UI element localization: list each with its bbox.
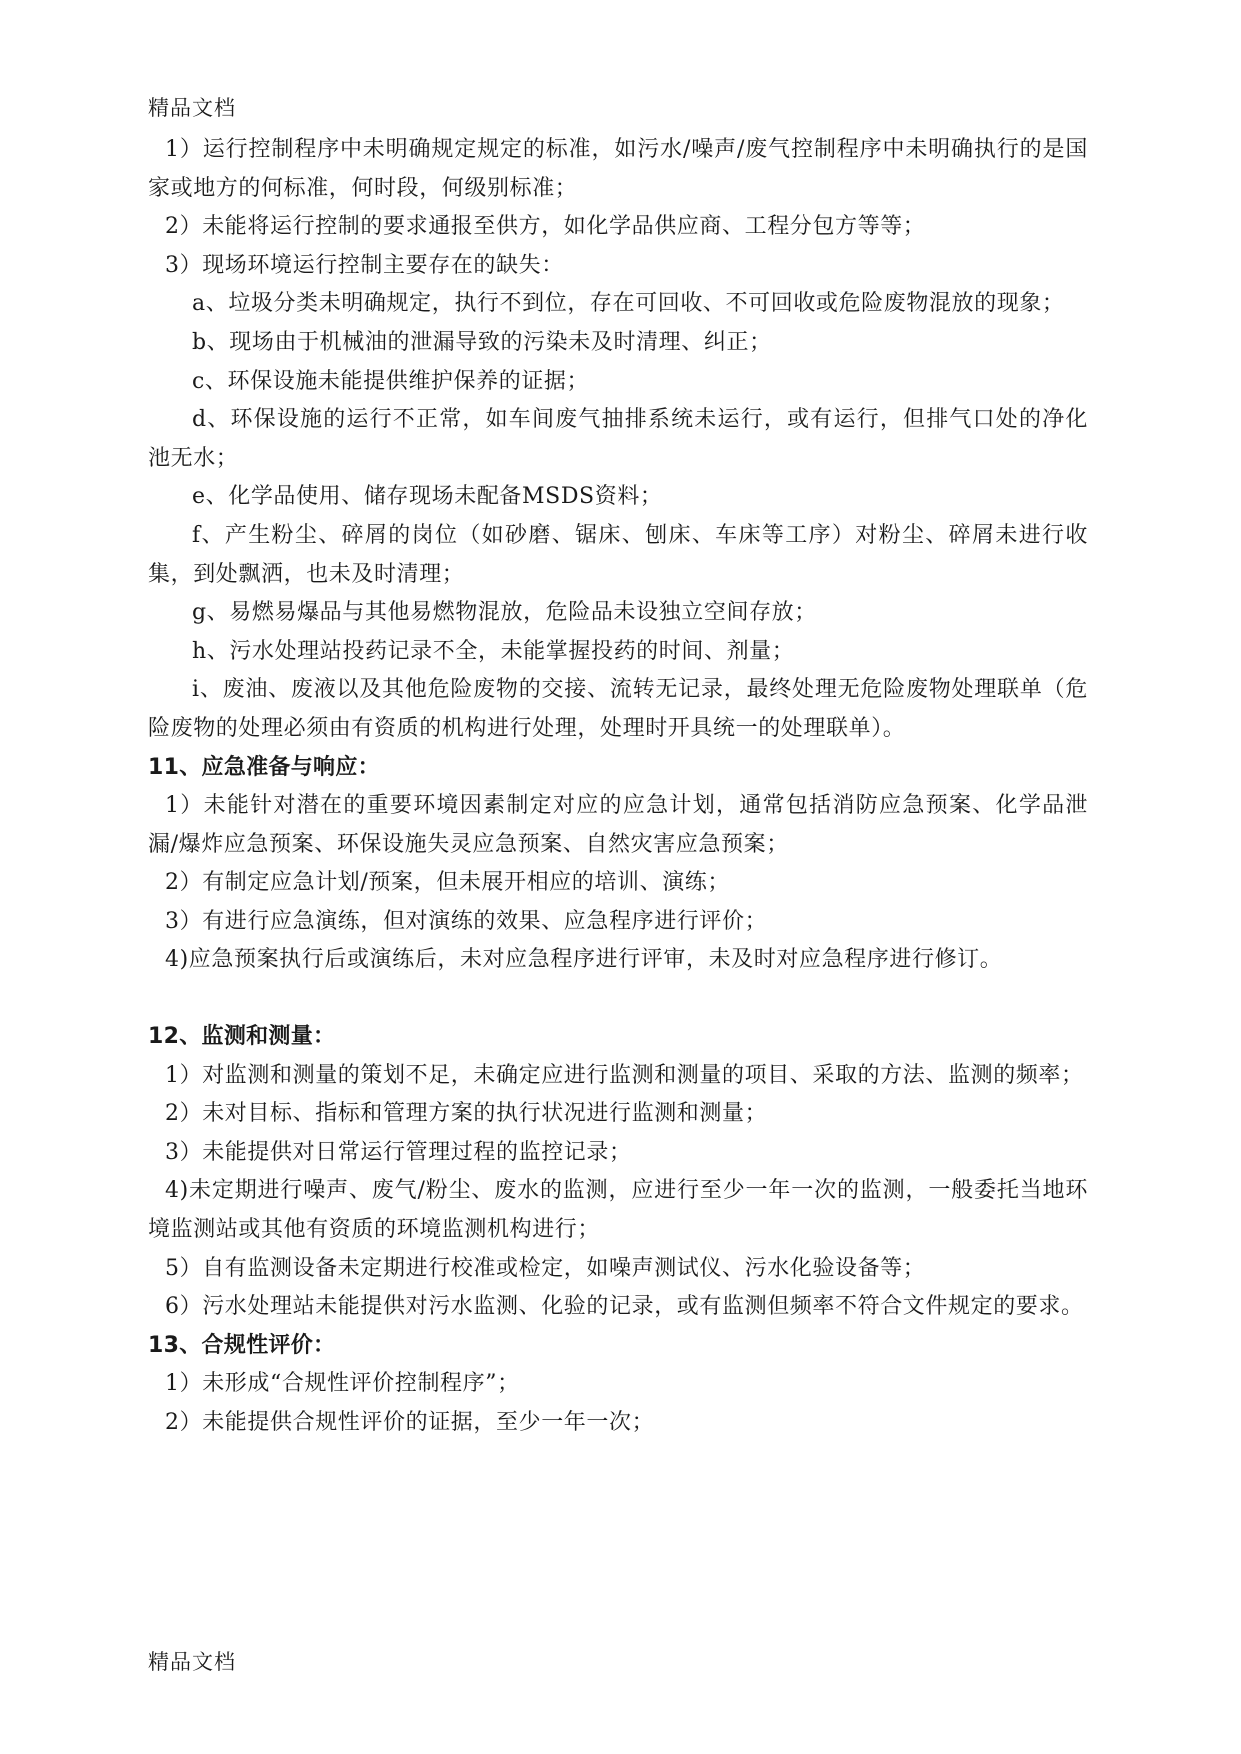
paragraph: 1）对监测和测量的策划不足，未确定应进行监测和测量的项目、采取的方法、监测的频率； <box>165 1062 1084 1088</box>
paragraph: 4)未定期进行噪声、废气/粉尘、废水的监测，应进行至少一年一次的监测，一般委托当地环境监测站或其他有资质的环境监测机构进行； <box>148 1178 1088 1243</box>
section-heading-13: 13、合规性评价： <box>148 1332 336 1358</box>
sub-paragraph: h、污水处理站投药记录不全，未能掌握投药的时间、剂量； <box>192 638 795 664</box>
paragraph: 5）自有监测设备未定期进行校准或检定，如噪声测试仪、污水化验设备等； <box>165 1255 926 1281</box>
paragraph: 4)应急预案执行后或演练后，未对应急程序进行评审，未及时对应急程序进行修订。 <box>165 947 1003 973</box>
sub-paragraph: f、产生粉尘、碎屑的岗位（如砂磨、锯床、刨床、车床等工序）对粉尘、碎屑未进行收集，到处飘洒，也未及时清理； <box>148 522 1088 587</box>
paragraph: 1）未能针对潜在的重要环境因素制定对应的应急计划，通常包括消防应急预案、化学品泄漏/爆炸应急预案、环保设施失灵应急预案、自然灾害应急预案； <box>148 793 1088 857</box>
paragraph: 3）有进行应急演练，但对演练的效果、应急程序进行评价； <box>165 908 768 934</box>
sub-paragraph: d、环保设施的运行不正常，如车间废气抽排系统未运行，或有运行，但排气口处的净化池无水； <box>148 407 1088 471</box>
paragraph: 1）未形成“合规性评价控制程序”； <box>165 1371 520 1397</box>
sub-paragraph: e、化学品使用、储存现场未配备MSDS资料； <box>192 484 663 510</box>
sub-paragraph: i、废油、废液以及其他危险废物的交接、流转无记录，最终处理无危险废物处理联单（危险废物的处理必须由有资质的机构进行处理，处理时开具统一的处理联单）。 <box>148 677 1088 741</box>
paragraph: 1）运行控制程序中未明确规定规定的标准，如污水/噪声/废气控制程序中未明确执行的是国家或地方的何标准，何时段，何级别标准； <box>148 137 1088 201</box>
paragraph: 6）污水处理站未能提供对污水监测、化验的记录，或有监测但频率不符合文件规定的要求。 <box>165 1294 1084 1320</box>
page-header: 精品文档 <box>148 96 236 120</box>
document-body <box>148 131 1088 1443</box>
paragraph: 2）未能将运行控制的要求通报至供方，如化学品供应商、工程分包方等等； <box>165 214 926 240</box>
section-heading-12: 12、监测和测量： <box>148 1024 336 1050</box>
sub-paragraph: a、垃圾分类未明确规定，执行不到位，存在可回收、不可回收或危险废物混放的现象； <box>192 291 1065 317</box>
sub-paragraph: b、现场由于机械油的泄漏导致的污染未及时清理、纠正； <box>192 329 772 355</box>
page-footer: 精品文档 <box>148 1650 236 1674</box>
paragraph: 2）未对目标、指标和管理方案的执行状况进行监测和测量； <box>165 1101 768 1127</box>
paragraph: 2）有制定应急计划/预案，但未展开相应的培训、演练； <box>165 870 731 896</box>
blank-line <box>148 980 1088 1018</box>
paragraph: 3）未能提供对日常运行管理过程的监控记录； <box>165 1139 632 1165</box>
paragraph: 2）未能提供合规性评价的证据，至少一年一次； <box>165 1410 655 1435</box>
sub-paragraph: c、环保设施未能提供维护保养的证据； <box>192 368 590 394</box>
paragraph: 3）现场环境运行控制主要存在的缺失： <box>165 252 564 278</box>
sub-paragraph: g、易燃易爆品与其他易燃物混放，危险品未设独立空间存放； <box>192 600 817 626</box>
section-heading-11: 11、应急准备与响应： <box>148 754 380 780</box>
